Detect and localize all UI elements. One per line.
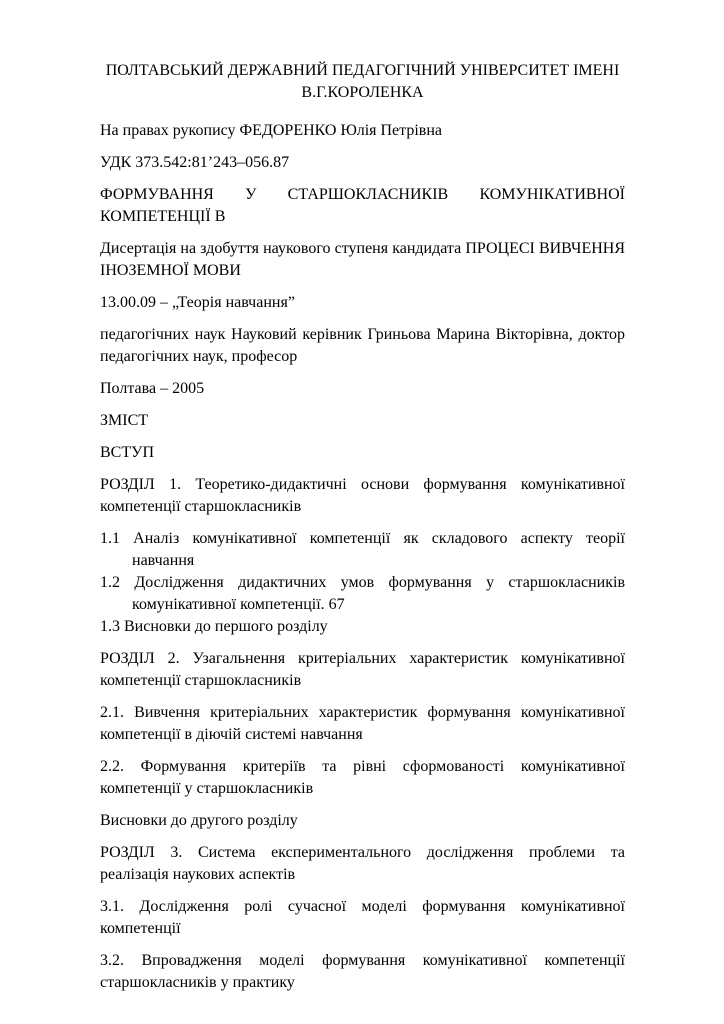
toc-item-3-1: 3.1. Дослідження ролі сучасної моделі формування комунікативної компетенції [100,898,625,937]
section-1-heading: РОЗДІЛ 1. Теоретико-дидактичні основи формування комунікативної компетенції старшокласників [100,476,625,515]
university-title: ПОЛТАВСЬКИЙ ДЕРЖАВНИЙ ПЕДАГОГІЧНИЙ УНІВЕРСИТЕТ ІМЕНІ В.Г.КОРОЛЕНКА [105,62,620,101]
section-2-heading: РОЗДІЛ 2. Узагальнення критеріальних характеристик комунікативної компетенції старшокласників [100,650,625,689]
toc-item-3-2: 3.2. Впровадження моделі формування комунікативної компетенції старшокласників у практику [100,952,625,991]
toc-item-2-2: 2.2. Формування критеріїв та рівні сформованості комунікативної компетенції у старшокласників [100,758,625,797]
dissertation-degree-line: Дисертація на здобуття наукового ступеня кандидата ПРОЦЕСІ ВИВЧЕННЯ ІНОЗЕМНОЇ МОВИ [100,240,625,279]
toc-item-2-1: 2.1. Вивчення критеріальних характеристик формування комунікативної компетенції в діючій системі навчання [100,704,625,743]
toc-list-section-1 [100,528,625,638]
city-year-line: Полтава – 2005 [100,380,205,397]
specialty-code-line: 13.00.09 – „Теорія навчання” [100,294,295,311]
toc-item-1-3: 1.3 Висновки до першого розділу [100,618,328,635]
toc-item-1-2: 1.2 Дослідження дидактичних умов формування у старшокласників комунікативної компетенції. 67 [100,574,625,613]
contents-heading: ЗМІСТ [100,412,149,429]
udk-code-line: УДК 373.542:81’243–056.87 [100,154,290,171]
toc-item-1-1: 1.1 Аналіз комунікативної компетенції як складового аспекту теорії навчання [100,530,625,569]
thesis-title-line: ФОРМУВАННЯ У СТАРШОКЛАСНИКІВ КОМУНІКАТИВНОЇ КОМПЕТЕНЦІЇ В [100,186,625,225]
intro-heading: ВСТУП [100,444,154,461]
conclusions-section-2-line: Висновки до другого розділу [100,812,298,829]
section-3-heading: РОЗДІЛ 3. Система експериментального дослідження проблеми та реалізація наукових аспектів [100,844,625,883]
manuscript-author-line: На правах рукопису ФЕДОРЕНКО Юлія Петрівна [100,122,442,139]
supervisor-line: педагогічних наук Науковий керівник Гриньова Марина Вікторівна, доктор педагогічних наук, професор [100,326,625,365]
